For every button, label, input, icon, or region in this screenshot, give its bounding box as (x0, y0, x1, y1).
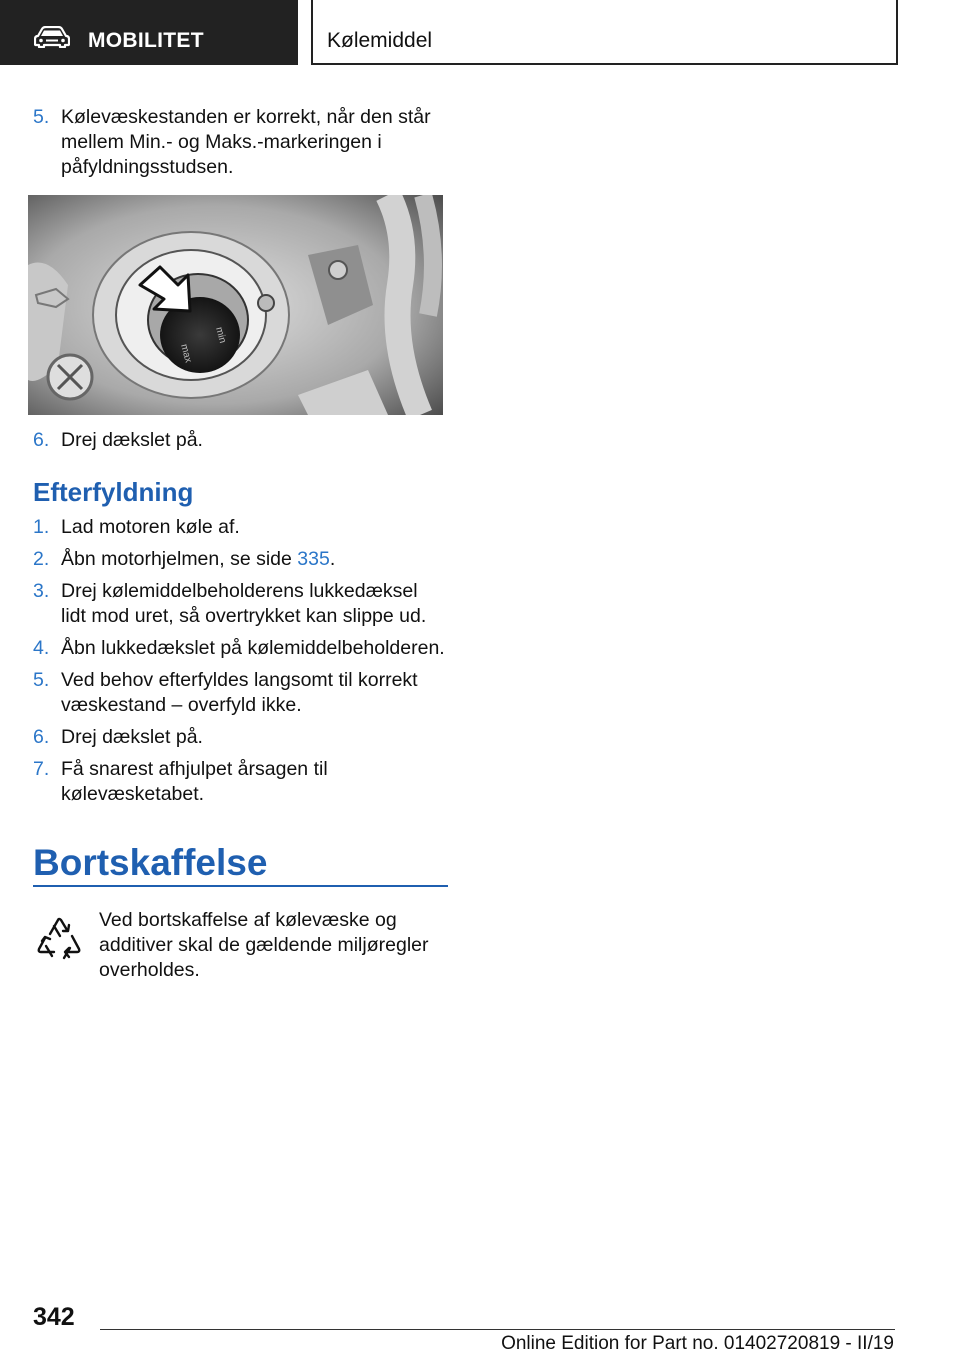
edition-text: Online Edition for Part no. 01402720819 - II/19 (501, 1333, 894, 1354)
disposal-heading: Bortskaffelse (33, 842, 268, 883)
refill-heading: Efterfyldning (33, 477, 194, 507)
step-text: Ved behov efterfyldes langsomt til korrekt væskestand – overfyld ikke. (61, 669, 418, 716)
list-item (33, 428, 445, 453)
step-number: 5. (33, 669, 50, 691)
coolant-reservoir-photo (28, 195, 443, 415)
step-text: Lad motoren køle af. (61, 516, 240, 538)
recycle-icon (34, 914, 84, 966)
step-number: 2. (33, 548, 50, 570)
page-link[interactable]: 335 (297, 548, 330, 570)
step-number: 6. (33, 726, 50, 748)
step-text: Åbn motorhjelmen, se side (61, 548, 298, 570)
header-subsection-tab (311, 0, 898, 65)
step-text: Åbn lukkedækslet på kølemiddelbeholderen. (61, 637, 445, 659)
step-text: Få snarest afhjulpet årsagen til kølevæsketabet. (61, 758, 328, 805)
footer-rule (100, 1329, 895, 1330)
page-number: 342 (33, 1303, 75, 1331)
list-item (33, 725, 445, 750)
disposal-note: Ved bortskaffelse af kølevæske og additiver skal de gældende miljøregler overholdes. (99, 909, 429, 981)
list-item (33, 547, 445, 572)
min-label: min (213, 325, 228, 345)
step-text: Kølevæskestanden er korrekt, når den står mellem Min.- og Maks.-markeringen i påfyldningsstudsen. (61, 106, 431, 178)
subsection-title: Kølemiddel (327, 29, 433, 52)
list-item (33, 757, 445, 807)
section-title: MOBILITET (88, 29, 204, 52)
header-section-tab (0, 0, 298, 65)
step-text: Drej kølemiddelbeholderens lukkedæksel lidt mod uret, så overtrykket kan slippe ud. (61, 580, 427, 627)
step-number: 3. (33, 580, 50, 602)
step-number: 1. (33, 516, 50, 538)
step-number: 4. (33, 637, 50, 659)
step-number: 7. (33, 758, 50, 780)
list-item (33, 579, 445, 629)
list-item (33, 515, 445, 540)
list-item (33, 105, 445, 180)
step-text: Drej dækslet på. (61, 429, 203, 451)
max-label: max (178, 342, 194, 365)
step-text-end: . (329, 548, 336, 570)
step-number: 6. (33, 429, 50, 451)
list-item (33, 668, 445, 718)
list-item (33, 636, 445, 661)
car-icon (34, 26, 70, 48)
heading-rule (33, 885, 448, 887)
step-number: 5. (33, 106, 50, 128)
step-text: Drej dækslet på. (61, 726, 203, 748)
